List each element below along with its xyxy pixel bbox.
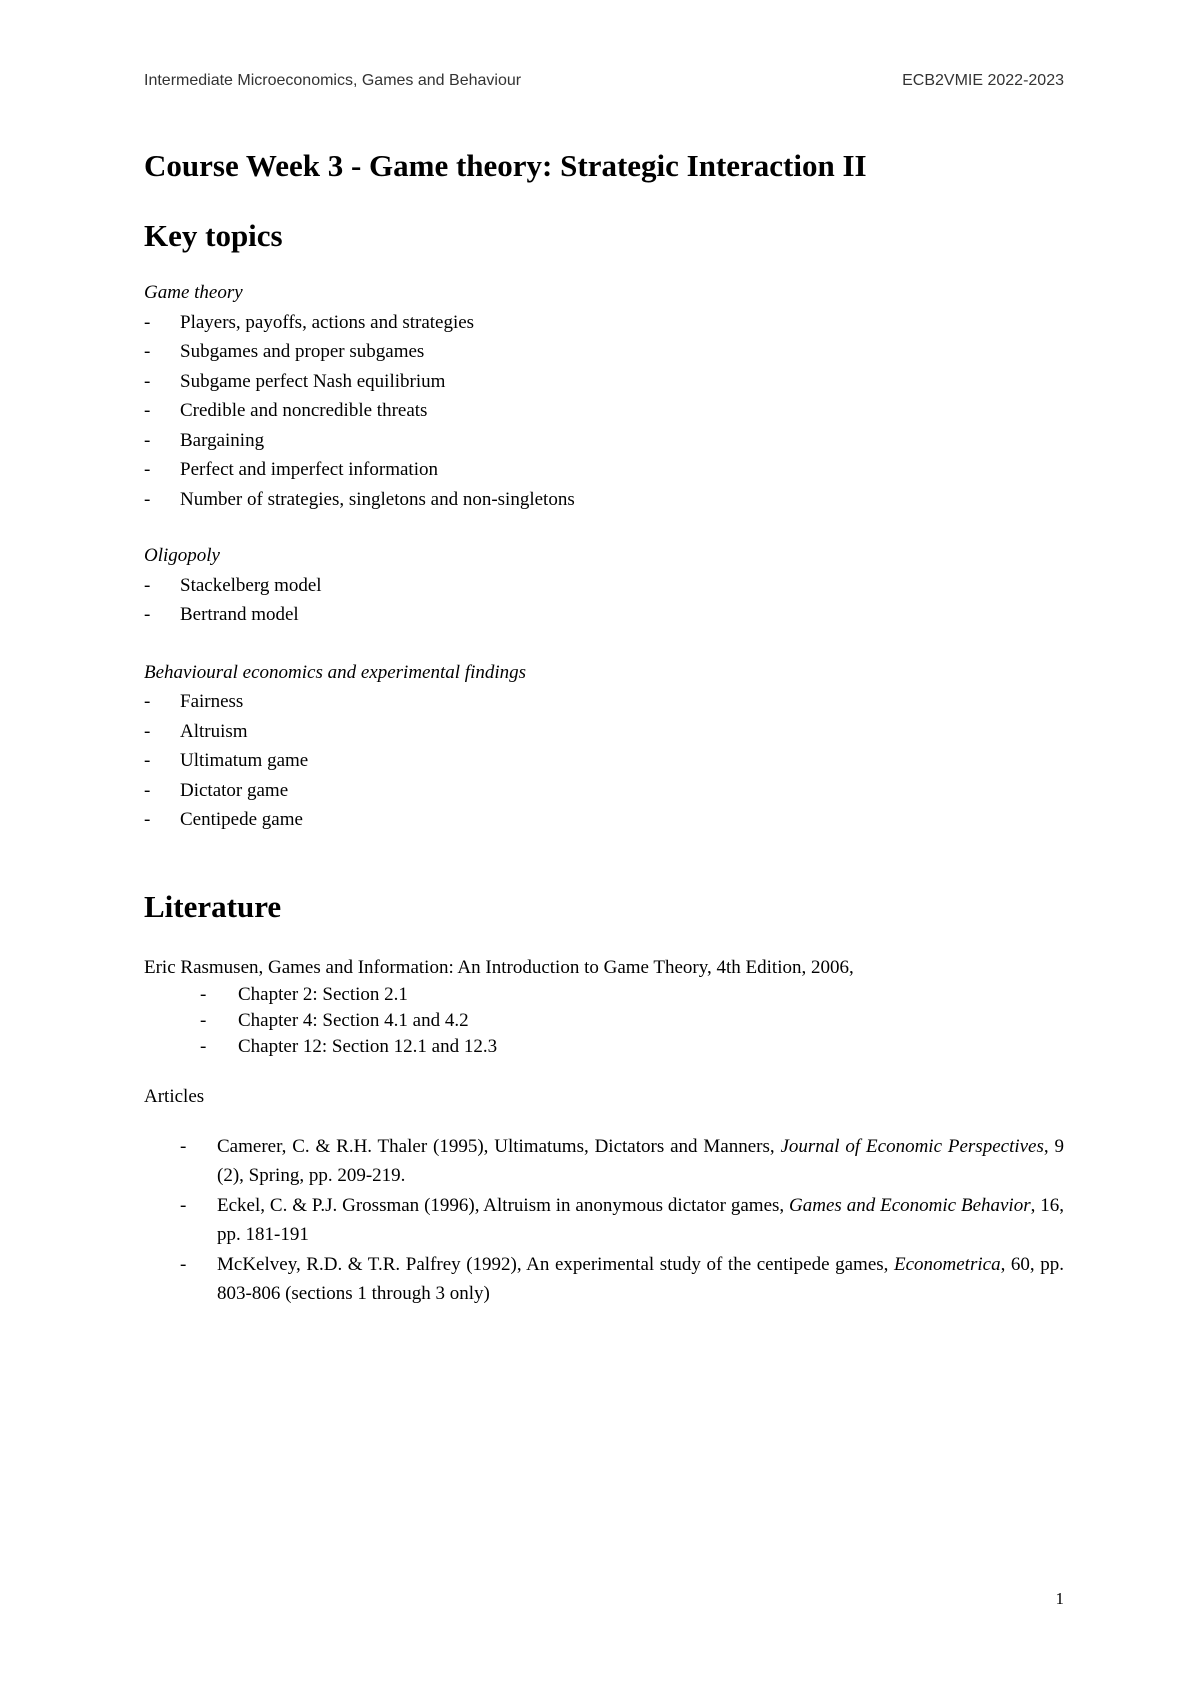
topic-group-title: Behavioural economics and experimental findings — [144, 661, 527, 683]
key-topics-heading: Key topics — [144, 218, 283, 253]
topic-list — [144, 687, 1064, 835]
dash-bullet: - — [200, 1010, 207, 1031]
list-item-text: Bargaining — [180, 429, 265, 451]
dash-bullet: - — [200, 984, 207, 1005]
list-item-text: Bertrand model — [180, 604, 299, 625]
topic-list — [144, 571, 1064, 630]
dash-bullet: - — [180, 1253, 187, 1275]
list-item-text: Number of strategies, singletons and non-singletons — [180, 488, 575, 510]
list-item-text: Subgame perfect Nash equilibrium — [180, 370, 446, 392]
book-reference: Eric Rasmusen, Games and Information: An Introduction to Game Theory, 4th Edition, 2006, — [144, 956, 854, 978]
list-item-text: Fairness — [180, 691, 244, 712]
dash-bullet: - — [180, 1135, 187, 1157]
list-item — [144, 308, 1064, 338]
chapter-list — [144, 982, 1064, 1060]
dash-bullet: - — [180, 1194, 187, 1216]
dash-bullet: - — [144, 429, 151, 451]
list-item-text: Players, payoffs, actions and strategies — [180, 311, 475, 333]
dash-bullet: - — [144, 604, 151, 625]
topic-group-title: Oligopoly — [144, 545, 220, 566]
dash-bullet: - — [144, 574, 151, 596]
journal-name: Econometrica — [893, 1253, 1001, 1275]
document-body — [144, 146, 1064, 1309]
list-item-text: Chapter 2: Section 2.1 — [238, 984, 408, 1005]
list-item — [144, 485, 1064, 515]
article-list — [144, 1132, 1064, 1309]
article-details: , 60, pp. 803-806 (sections 1 through 3 only) — [217, 1253, 1064, 1304]
dash-bullet: - — [144, 779, 151, 801]
list-item-text: Centipede game — [180, 809, 303, 830]
header-course-name: Intermediate Microeconomics, Games and Behaviour — [144, 72, 522, 89]
list-item — [144, 776, 1064, 806]
list-item — [144, 717, 1064, 747]
article-details: , 9 (2), Spring, pp. 209-219. — [217, 1135, 1064, 1186]
dash-bullet: - — [200, 1036, 207, 1057]
article-citation: Camerer, C. & R.H. Thaler (1995), Ultimatums, Dictators and Manners, — [217, 1135, 781, 1157]
list-item — [144, 805, 1064, 835]
dash-bullet: - — [144, 400, 151, 421]
list-item — [144, 1191, 1064, 1250]
list-item-text: Altruism — [180, 720, 248, 742]
dash-bullet: - — [144, 691, 151, 712]
article-citation: Eckel, C. & P.J. Grossman (1996), Altruism in anonymous dictator games, — [217, 1194, 790, 1216]
dash-bullet: - — [144, 488, 151, 510]
list-item — [144, 337, 1064, 367]
list-item-text: Ultimatum game — [180, 750, 309, 771]
dash-bullet: - — [144, 720, 151, 742]
list-item — [144, 687, 1064, 717]
article-details: , 16, pp. 181-191 — [217, 1194, 1065, 1245]
list-item — [144, 600, 1064, 630]
list-item — [144, 1250, 1064, 1309]
dash-bullet: - — [144, 370, 151, 392]
list-item — [144, 982, 1064, 1008]
list-item — [144, 571, 1064, 601]
list-item — [144, 1132, 1064, 1191]
list-item — [144, 455, 1064, 485]
list-item — [144, 426, 1064, 456]
journal-name: Games and Economic Behavior — [789, 1194, 1031, 1216]
list-item — [144, 1034, 1064, 1060]
dash-bullet: - — [144, 341, 151, 362]
page-title: Course Week 3 - Game theory: Strategic Interaction II — [144, 148, 867, 183]
list-item-text: Subgames and proper subgames — [180, 341, 425, 362]
list-item-text: Perfect and imperfect information — [180, 459, 438, 480]
list-item-text: Stackelberg model — [180, 574, 322, 596]
topic-list — [144, 308, 1064, 515]
list-item-text: Dictator game — [180, 779, 289, 801]
list-item — [144, 367, 1064, 397]
dash-bullet: - — [144, 311, 151, 333]
page-number: 1 — [1055, 1589, 1064, 1608]
journal-name: Journal of Economic Perspectives — [780, 1135, 1044, 1157]
list-item — [144, 1008, 1064, 1034]
header-course-code: ECB2VMIE 2022-2023 — [902, 72, 1064, 89]
dash-bullet: - — [144, 809, 151, 830]
list-item — [144, 746, 1064, 776]
article-citation: McKelvey, R.D. & T.R. Palfrey (1992), An experimental study of the centipede games, — [217, 1253, 894, 1275]
articles-label: Articles — [144, 1086, 205, 1107]
list-item-text: Credible and noncredible threats — [180, 400, 428, 421]
list-item — [144, 396, 1064, 426]
dash-bullet: - — [144, 459, 151, 480]
dash-bullet: - — [144, 750, 151, 771]
list-item-text: Chapter 4: Section 4.1 and 4.2 — [238, 1010, 469, 1031]
topic-group-title: Game theory — [144, 282, 243, 303]
literature-heading: Literature — [144, 888, 282, 924]
list-item-text: Chapter 12: Section 12.1 and 12.3 — [238, 1036, 498, 1057]
